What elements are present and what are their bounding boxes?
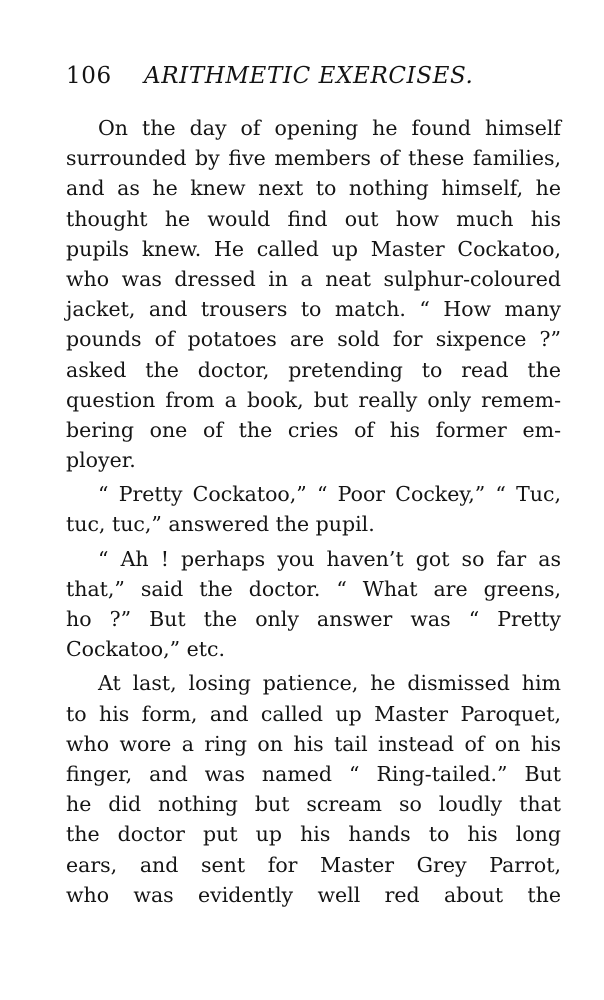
- text-line: bering one of the cries of his former em-: [66, 417, 561, 442]
- running-head: ARITHMETIC EXERCISES.: [144, 63, 474, 89]
- text-line: question from a book, but really only remem-: [66, 387, 561, 412]
- text-line: tuc, tuc,” answered the pupil.: [66, 512, 375, 537]
- text-line: asked the doctor, pretending to read the: [66, 357, 561, 382]
- text-line: “ Ah ! perhaps you haven’t got so far as: [98, 546, 561, 571]
- text-line: he did nothing but scream so loudly that: [66, 792, 561, 817]
- text-line: ployer.: [66, 448, 136, 473]
- text-line: the doctor put up his hands to his long: [66, 822, 561, 847]
- body-text: [66, 113, 561, 910]
- page-header: [66, 58, 546, 94]
- text-line: who wore a ring on his tail instead of on his: [66, 731, 561, 756]
- text-line: thought he would find out how much his: [66, 206, 561, 231]
- text-line: pounds of potatoes are sold for sixpence ?”: [66, 327, 561, 352]
- text-line: and as he knew next to nothing himself, he: [66, 176, 561, 201]
- text-line: that,” said the doctor. “ What are greens,: [66, 576, 561, 601]
- text-line: ho ?” But the only answer was “ Pretty: [66, 607, 561, 631]
- text-line: jacket, and trousers to match. “ How many: [66, 297, 561, 322]
- text-line: “ Pretty Cockatoo,” “ Poor Cockey,” “ Tuc,: [98, 482, 561, 507]
- text-line: who was dressed in a neat sulphur-coloured: [66, 266, 561, 291]
- text-line: who was evidently well red about the: [66, 882, 561, 907]
- text-line: to his form, and called up Master Paroquet,: [66, 701, 561, 726]
- text-line: finger, and was named “ Ring-tailed.” But: [66, 761, 561, 786]
- text-line: ears, and sent for Master Grey Parrot,: [66, 852, 561, 877]
- text-line: At last, losing patience, he dismissed him: [98, 671, 561, 696]
- page-number: 106: [66, 63, 112, 89]
- text-line: Cockatoo,” etc.: [66, 637, 225, 662]
- text-line: surrounded by five members of these families,: [66, 146, 561, 171]
- text-line: pupils knew. He called up Master Cockatoo,: [66, 236, 561, 261]
- text-line: On the day of opening he found himself: [98, 116, 561, 140]
